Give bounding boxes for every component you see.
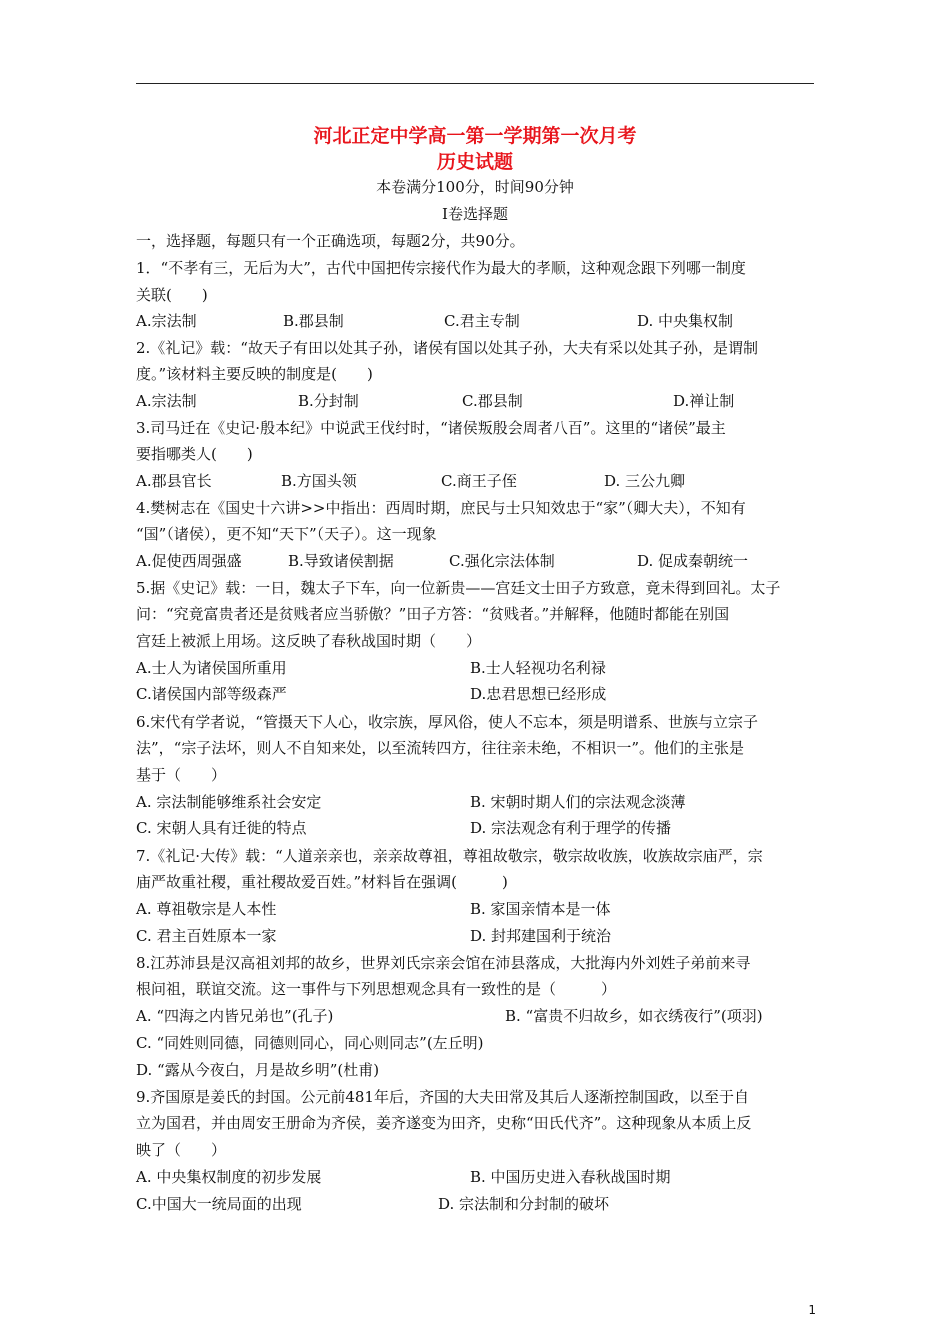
question-5-option-c: C.诸侯国内部等级森严 xyxy=(136,685,287,703)
question-1-option-a: A.宗法制 xyxy=(136,312,197,330)
question-7-option-c: C. 君主百姓原本一家 xyxy=(136,927,277,945)
question-4-option-d: D. 促成秦朝统一 xyxy=(637,552,749,570)
question-4-line-1: 4.樊树志在《国史十六讲>>中指出：西周时期，庶民与士只知效忠于“家”（卿大夫），不知有 xyxy=(136,499,746,517)
exam-subtitle: 历史试题 xyxy=(436,151,513,173)
question-8-line-2: 根问祖，联谊交流。这一事件与下列思想观念具有一致性的是（ ） xyxy=(136,980,617,998)
question-9-option-b: B. 中国历史进入春秋战国时期 xyxy=(470,1168,671,1186)
question-3-option-b: B.方国头领 xyxy=(281,472,357,490)
question-9-option-d: D. 宗法制和分封制的破坏 xyxy=(438,1195,610,1213)
exam-info: 本卷满分100分，时间90分钟 xyxy=(376,178,574,196)
header-rule xyxy=(136,83,814,84)
question-5-line-1: 5.据《史记》载：一日，魏太子下车，向一位新贵——宫廷文士田子方致意，竟未得到回礼。太子 xyxy=(136,579,781,597)
question-6-option-d: D. 宗法观念有利于理学的传播 xyxy=(470,819,672,837)
question-2-line-2: 度。”该材料主要反映的制度是( ) xyxy=(136,365,373,383)
question-1-option-d: D. 中央集权制 xyxy=(637,312,734,330)
question-9-option-a: A. 中央集权制度的初步发展 xyxy=(136,1168,322,1186)
question-6-line-1: 6.宋代有学者说，“管摄天下人心，收宗族，厚风俗，使人不忘本，须是明谱系、世族与立宗子 xyxy=(136,713,758,731)
question-6-option-c: C. 宋朝人具有迁徙的特点 xyxy=(136,819,307,837)
question-1-option-b: B.郡县制 xyxy=(283,312,344,330)
question-4-option-c: C.强化宗法体制 xyxy=(449,552,555,570)
question-4-option-a: A.促使西周强盛 xyxy=(136,552,242,570)
question-8-option-b: B. “富贵不归故乡，如衣绣夜行”(项羽) xyxy=(505,1007,763,1025)
question-2-option-c: C.郡县制 xyxy=(462,392,523,410)
question-2-option-a: A.宗法制 xyxy=(136,392,197,410)
question-9-line-2: 立为国君，并由周安王册命为齐侯，姜齐遂变为田齐，史称“田氏代齐”。这种现象从本质上反 xyxy=(136,1114,752,1132)
question-5-option-d: D.忠君思想已经形成 xyxy=(470,685,607,703)
question-2-option-b: B.分封制 xyxy=(298,392,359,410)
question-3-option-c: C.商王子侄 xyxy=(441,472,517,490)
question-8-option-c: C. “同姓则同德，同德则同心，同心则同志”(左丘明) xyxy=(136,1034,484,1052)
question-8-line-1: 8.江苏沛县是汉高祖刘邦的故乡，世界刘氏宗亲会馆在沛县落成，大批海内外刘姓子弟前来寻 xyxy=(136,954,751,972)
question-5-line-3: 宫廷上被派上用场。这反映了春秋战国时期（ ） xyxy=(136,632,482,650)
question-9-line-1: 9.齐国原是姜氏的封国。公元前481年后，齐国的大夫田常及其后人逐渐控制国政，以至于自 xyxy=(136,1088,749,1106)
question-4-option-b: B.导致诸侯割据 xyxy=(288,552,394,570)
question-7-option-a: A. 尊祖敬宗是人本性 xyxy=(136,900,277,918)
page-number: 1 xyxy=(808,1303,816,1317)
question-3-line-2: 要指哪类人( ) xyxy=(136,445,253,463)
question-7-line-1: 7.《礼记·大传》载：“人道亲亲也，亲亲故尊祖，尊祖故敬宗，敬宗故收族，收族故宗庙严，宗 xyxy=(136,847,763,865)
question-5-option-a: A.士人为诸侯国所重用 xyxy=(136,659,287,677)
question-9-option-c: C.中国大一统局面的出现 xyxy=(136,1195,302,1213)
question-4-line-2: “国”（诸侯），更不知“天下”（天子）。这一现象 xyxy=(136,525,437,543)
question-5-line-2: 问：“究竟富贵者还是贫贱者应当骄傲？”田子方答：“贫贱者。”并解释，他随时都能在别国 xyxy=(136,605,730,623)
question-7-option-b: B. 家国亲情本是一体 xyxy=(470,900,611,918)
instructions: 一，选择题，每题只有一个正确选项，每题2分，共90分。 xyxy=(136,232,525,250)
question-3-line-1: 3.司马迁在《史记·殷本纪》中说武王伐纣时，“诸侯叛殷会周者八百”。这里的“诸侯”最主 xyxy=(136,419,726,437)
section-title: I卷选择题 xyxy=(442,205,508,223)
question-3-option-d: D. 三公九卿 xyxy=(604,472,686,490)
question-8-option-d: D. “露从今夜白，月是故乡明”(杜甫) xyxy=(136,1061,380,1079)
question-5-option-b: B.士人轻视功名利禄 xyxy=(470,659,606,677)
question-1-line-1: 1．“不孝有三，无后为大”，古代中国把传宗接代作为最大的孝顺，这种观念跟下列哪一制度 xyxy=(136,259,746,277)
question-3-option-a: A.郡县官长 xyxy=(136,472,212,490)
question-1-line-2: 关联( ) xyxy=(136,286,208,304)
question-2-line-1: 2.《礼记》载：“故天子有田以处其子孙，诸侯有国以处其子孙，大夫有采以处其子孙，是谓制 xyxy=(136,339,758,357)
question-7-line-2: 庙严故重社稷，重社稷故爱百姓。”材料旨在强调( ) xyxy=(136,873,508,891)
question-6-option-a: A. 宗法制能够维系社会安定 xyxy=(136,793,322,811)
question-6-option-b: B. 宋朝时期人们的宗法观念淡薄 xyxy=(470,793,686,811)
question-6-line-3: 基于（ ） xyxy=(136,766,227,784)
exam-title: 河北正定中学高一第一学期第一次月考 xyxy=(313,125,637,147)
question-6-line-2: 法”，“宗子法坏，则人不自知来处，以至流转四方，往往亲未绝，不相识一”。他们的主张是 xyxy=(136,739,745,757)
question-9-line-3: 映了（ ） xyxy=(136,1141,227,1159)
question-2-option-d: D.禅让制 xyxy=(673,392,735,410)
question-1-option-c: C.君主专制 xyxy=(444,312,520,330)
question-7-option-d: D. 封邦建国利于统治 xyxy=(470,927,612,945)
question-8-option-a: A. “四海之内皆兄弟也”(孔子) xyxy=(136,1007,334,1025)
